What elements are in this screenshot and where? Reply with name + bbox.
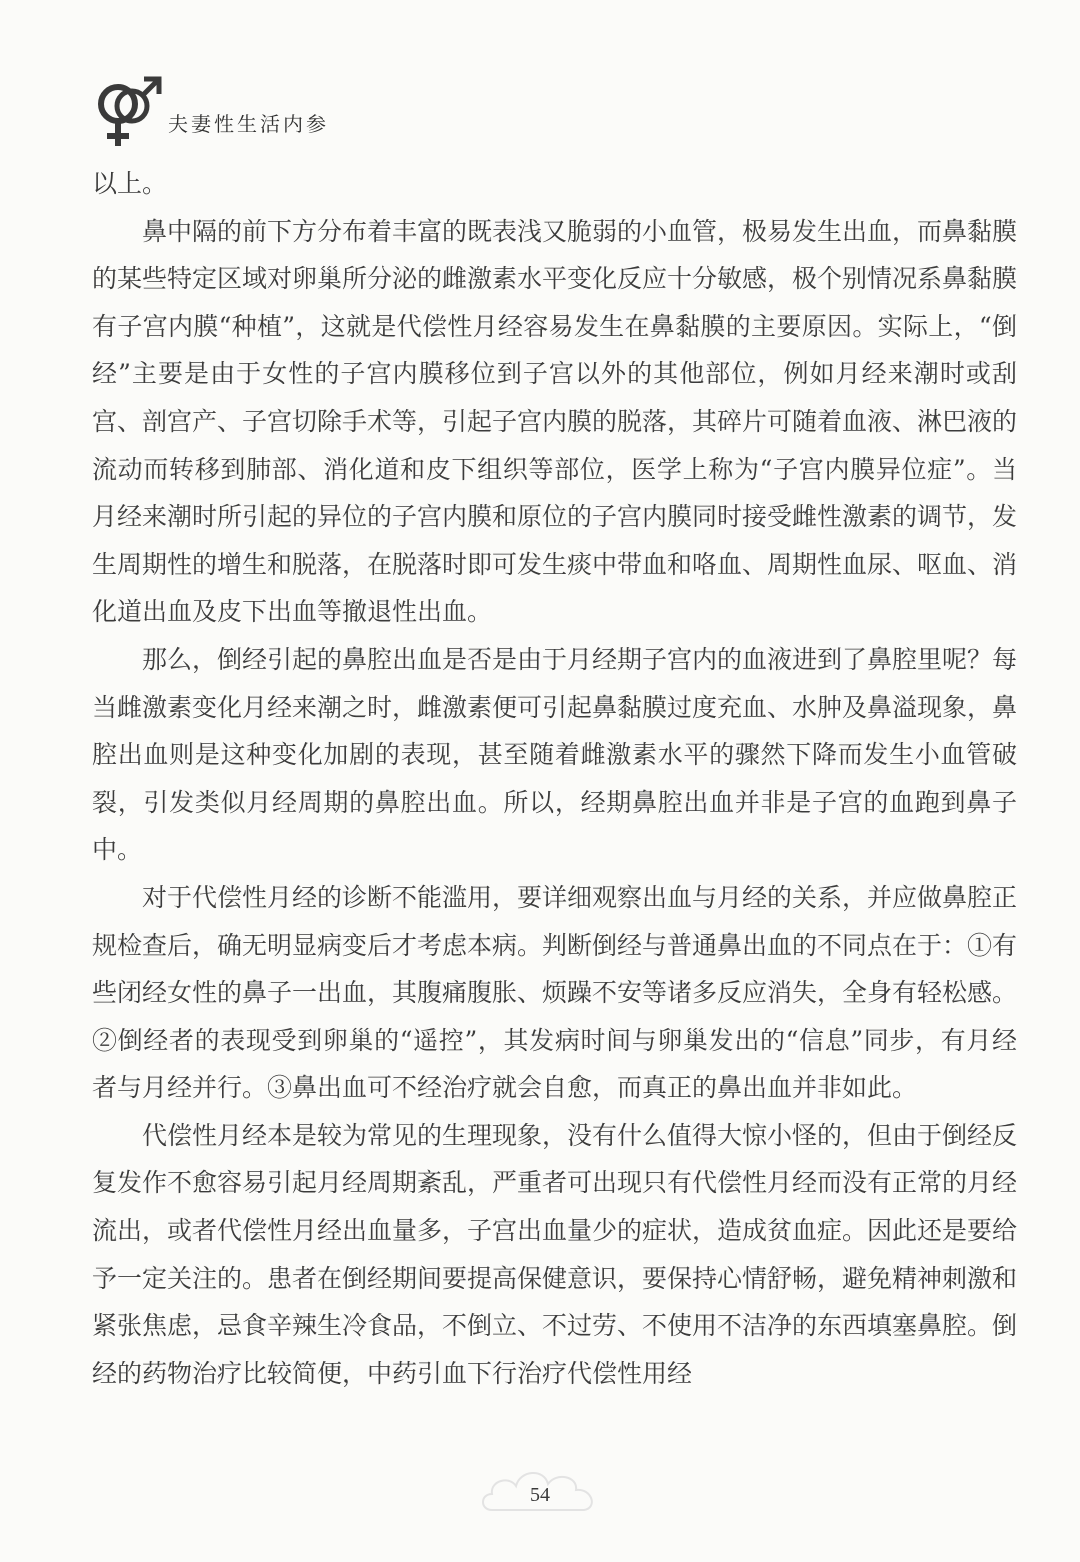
page-body bbox=[92, 160, 1017, 1397]
gender-symbols-icon bbox=[92, 70, 172, 152]
paragraph-5: 代偿性月经本是较为常见的生理现象，没有什么值得大惊小怪的，但由于倒经反复发作不愈容易引起月经周期紊乱，严重者可出现只有代偿性月经而没有正常的月经流出，或者代偿性月经出血量多，子宫出血量少的症状，造成贫血症。因此还是要给予一定关注的。患者在倒经期间要提高保健意识，要保持心情舒畅，避免精神刺激和紧张焦虑，忌食辛辣生冷食品，不倒立、不过劳、不使用不洁净的东西填塞鼻腔。倒经的药物治疗比较简便，中药引血下行治疗代偿性用经 bbox=[92, 1120, 1018, 1388]
paragraph-1: 以上。 bbox=[92, 169, 168, 198]
running-header bbox=[92, 70, 692, 150]
paragraph-3: 那么，倒经引起的鼻腔出血是否是由于月经期子宫内的血液进到了鼻腔里呢？每当雌激素变化月经来潮之时，雌激素便可引起鼻黏膜过度充血、水肿及鼻溢现象，鼻腔出血则是这种变化加剧的表现，甚至随着雌激素水平的骤然下降而发生小血管破裂，引发类似月经周期的鼻腔出血。所以，经期鼻腔出血并非是子宫的血跑到鼻子中。 bbox=[92, 644, 1018, 865]
paragraph-4: 对于代偿性月经的诊断不能滥用，要详细观察出血与月经的关系，并应做鼻腔正规检查后，确无明显病变后才考虑本病。判断倒经与普通鼻出血的不同点在于：①有些闭经女性的鼻子一出血，其腹痛腹胀、烦躁不安等诸多反应消失，全身有轻松感。②倒经者的表现受到卵巢的“遥控”，其发病时间与卵巢发出的“信息”同步，有月经者与月经并行。③鼻出血可不经治疗就会自愈，而真正的鼻出血并非如此。 bbox=[92, 882, 1018, 1103]
page-footer bbox=[0, 1458, 1080, 1528]
book-title: 夫妻性生活内参 bbox=[168, 112, 329, 136]
page-number: 54 bbox=[530, 1484, 550, 1506]
paragraph-2: 鼻中隔的前下方分布着丰富的既表浅又脆弱的小血管，极易发生出血，而鼻黏膜的某些特定区域对卵巢所分泌的雌激素水平变化反应十分敏感，极个别情况系鼻黏膜有子宫内膜“种植”，这就是代偿性月经容易发生在鼻黏膜的主要原因。实际上，“倒经”主要是由于女性的子宫内膜移位到子宫以外的其他部位，例如月经来潮时或刮宫、剖宫产、子宫切除手术等，引起子宫内膜的脱落，其碎片可随着血液、淋巴液的流动而转移到肺部、消化道和皮下组织等部位，医学上称为“子宫内膜异位症”。当月经来潮时所引起的异位的子宫内膜和原位的子宫内膜同时接受雌性激素的调节，发生周期性的增生和脱落，在脱落时即可发生痰中带血和咯血、周期性血尿、呕血、消化道出血及皮下出血等撤退性出血。 bbox=[92, 216, 1018, 627]
